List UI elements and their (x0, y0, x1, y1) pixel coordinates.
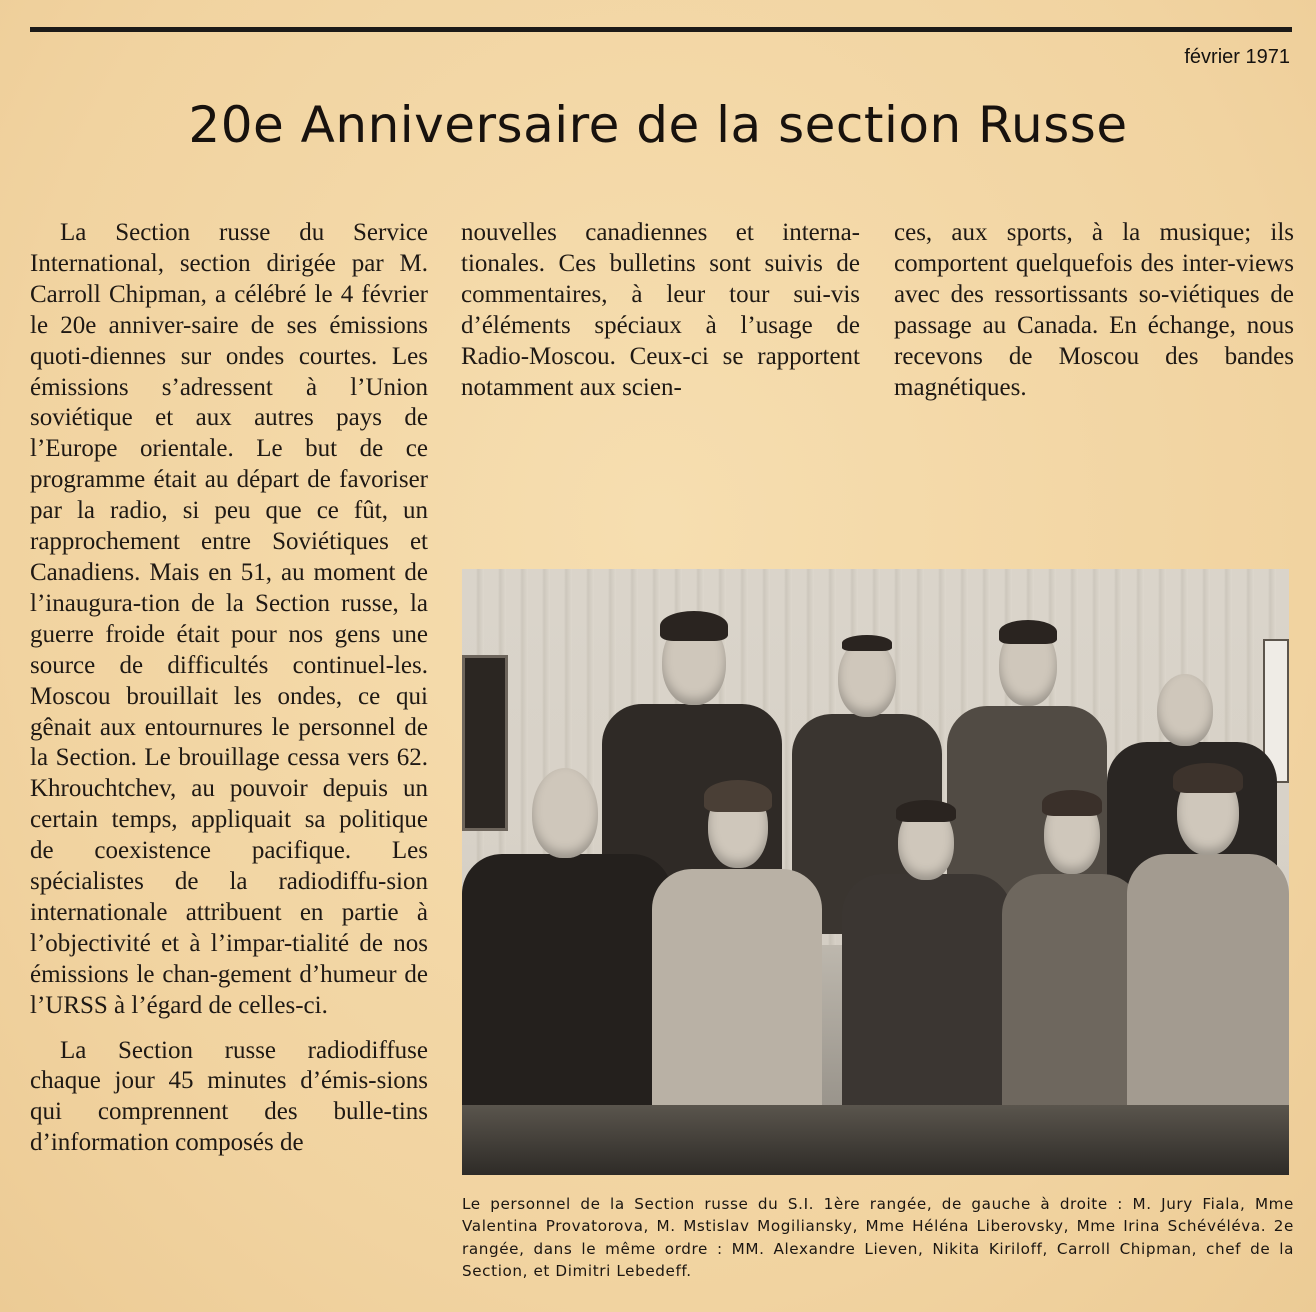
article-column-3 (894, 218, 1294, 403)
group-photo (462, 569, 1289, 1175)
photo-bench (462, 1105, 1289, 1175)
issue-date: février 1971 (1184, 46, 1290, 68)
article-column-2 (461, 218, 860, 403)
top-rule (30, 27, 1292, 32)
article-paragraph-3: nouvelles canadiennes et interna-tionales. Ces bulletins sont suivis de commentaires, à leur tour sui-vis d’éléments spéciaux à l’usage de Radio-Moscou. Ceux-ci se rapportent notamment aux scien- (461, 219, 860, 401)
article-paragraph-4: ces, aux sports, à la musique; ils comportent quelquefois des inter-views avec des ressortissants so-viétiques de passage au Canada. En échange, nous recevons de Moscou des bandes magnétiques. (894, 219, 1294, 401)
photo-caption: Le personnel de la Section russe du S.I. 1ère rangée, de gauche à droite : M. Jury Fiala, Mme Valentina Provatorova, M. Mstislav Mogiliansky, Mme Héléna Liberovsky, Mme Irina Schévéléva. 2e rangée, dans le même ordre : MM. Alexandre Lieven, Nikita Kiriloff, Carroll Chipman, chef de la Section, et Dimitri Lebedeff. (462, 1195, 1294, 1281)
article-column-1 (30, 218, 428, 1159)
article-paragraph-2: La Section russe radiodiffuse chaque jour 45 minutes d’émis-sions qui comprennent des bulle-tins d’information composés de (30, 1036, 428, 1157)
headline: 20e Anniversaire de la section Russe (188, 96, 1128, 154)
article-paragraph-1: La Section russe du Service International, section dirigée par M. Carroll Chipman, a célébré le 4 février le 20e anniver-saire de ses émissions quoti-diennes sur ondes courtes. Les émissions s’adressent à l’Union soviétique et aux autres pays de l’Europe orientale. Le but de ce programme était au départ de favoriser par la radio, si peu que ce fût, un rapprochement entre Soviétiques et Canadiens. Mais en 51, au moment de l’inaugura-tion de la Section russe, la guerre froide était pour nos gens une source de difficultés continuel-les. Moscou brouillait les ondes, ce qui gênait aux entournures le personnel de la Section. Le brouillage cessa vers 62. Khrouchtchev, au pouvoir depuis un certain temps, appliquait sa politique de coexistence pacifique. Les spécialistes de la radiodiffu-sion internationale attribuent en partie à l’objectivité et à l’impar-tialité de nos émissions le chan-gement d’humeur de l’URSS à l’égard de celles-ci. (30, 219, 428, 1019)
